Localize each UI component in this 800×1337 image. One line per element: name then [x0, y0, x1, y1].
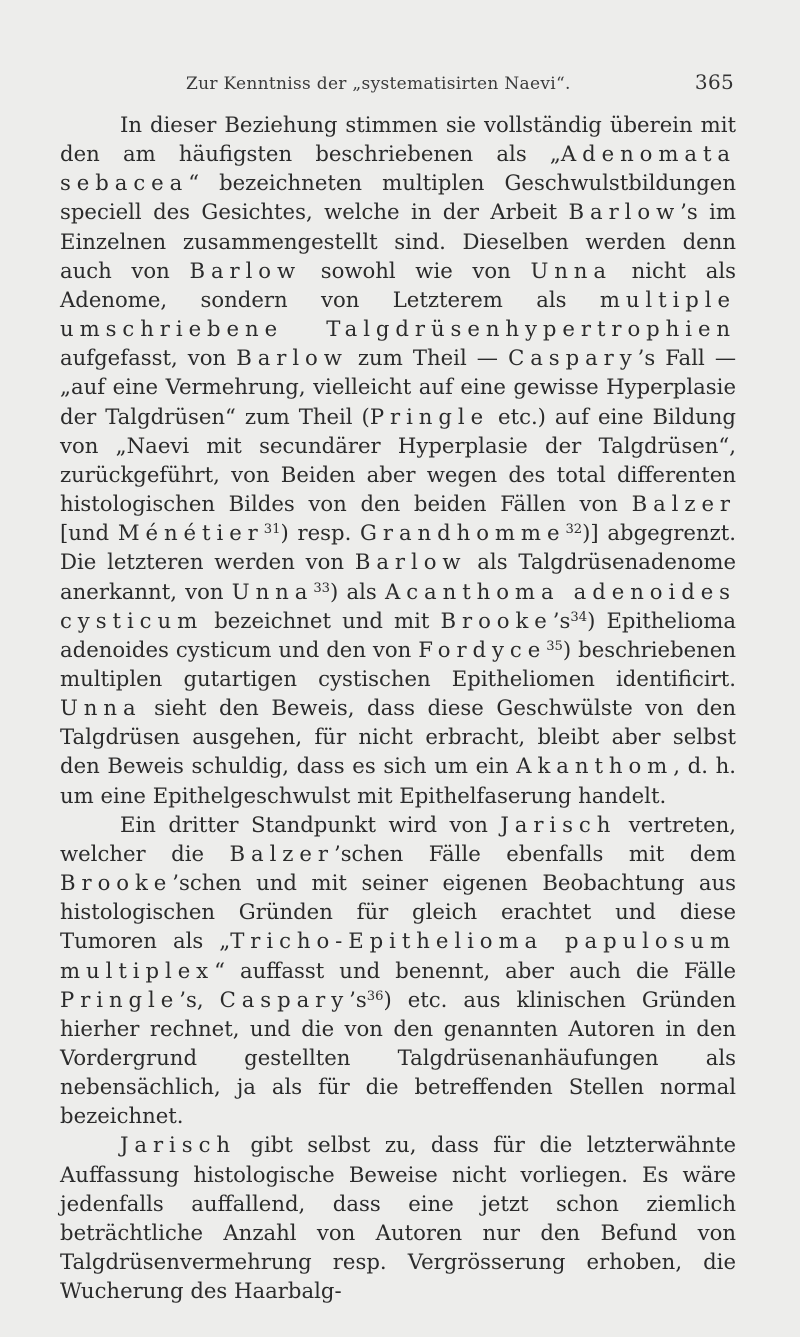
spaced-term: Pringle: [369, 403, 490, 429]
text-run: “ bezeichneten multiplen Geschwulstbildungen speciell des Gesichtes, welche in der Arbeit: [60, 170, 736, 225]
spaced-term: Pringle: [60, 986, 180, 1012]
footnote-ref: 33: [313, 580, 331, 596]
text-run: aufgefasst, von: [60, 345, 237, 371]
running-head: [186, 70, 734, 110]
body-text: [60, 110, 736, 1305]
spaced-term: Balzer: [229, 840, 334, 866]
text-run: In dieser Beziehung stimmen sie vollständig überein mit den am häufigsten beschriebenen als „: [60, 112, 736, 167]
spaced-term: Brooke: [440, 607, 553, 633]
paragraph: [60, 810, 736, 1131]
text-run: ’s im Einzelnen zusammengestellt sind. Dieselben werden denn auch von: [60, 199, 736, 283]
running-head-title: Zur Kenntniss der „systematisirten Naevi“.: [186, 74, 571, 94]
footnote-ref: 36: [366, 988, 384, 1004]
text-run: ) beschriebenen multiplen gutartigen cystischen Epitheliomen identificirt.: [60, 636, 736, 691]
spaced-term: Unna: [530, 257, 612, 283]
text-run: ’schen Fälle ebenfalls mit dem: [333, 840, 736, 866]
spaced-term: Jarisch: [120, 1132, 236, 1158]
spaced-term: Adenomata sebacea: [60, 141, 736, 196]
text-run: vertreten, welcher die: [60, 811, 736, 866]
text-run: ’s: [552, 607, 571, 633]
spaced-term: Akanthom: [516, 753, 674, 779]
text-run: gibt selbst zu, dass für die letzterwähnte Auffassung histologische Beweise nicht vorliegen. Es wäre jedenfalls auffallend, dass eine jetzt schon ziemlich beträchtliche Anzahl von Autoren nur den Befund von Talgdrüsenvermehrung resp. Vergrösserung erhoben, die Wucherung des Haarbalg-: [60, 1132, 736, 1304]
footnote-ref: 35: [546, 638, 563, 654]
spaced-term: Unna: [60, 695, 142, 721]
text-run: )] abgegrenzt. Die letzteren werden von: [60, 520, 736, 575]
spaced-term: Fordyce: [418, 636, 547, 662]
footnote-ref: 31: [263, 521, 281, 537]
text-run: als Talgdrüsenadenome anerkannt, von: [60, 549, 736, 604]
spaced-term: Caspary: [219, 986, 350, 1012]
text-run: Ein dritter Standpunkt wird von: [120, 811, 501, 837]
spaced-term: multiple umschriebene Talgdrüsenhypertrophien: [60, 286, 736, 342]
text-run: ’schen und mit seiner eigenen Beobachtung aus histologischen Gründen für gleich erachtet und diese Tumoren als „: [60, 870, 736, 954]
text-run: sowohl wie von: [301, 257, 531, 283]
spaced-term: Jarisch: [500, 811, 617, 837]
text-run: [und: [60, 520, 118, 546]
spaced-term: Brooke: [60, 870, 173, 896]
page-number: 365: [694, 70, 734, 94]
spaced-term: Unna: [231, 578, 314, 604]
text-run: ) Epithelioma adenoides cysticum und den von: [60, 607, 736, 662]
text-run: bezeichnet und mit: [203, 607, 441, 633]
footnote-ref: 34: [570, 609, 588, 625]
text-run: ’s Fall — „auf eine Vermehrung, vielleicht auf eine gewisse Hyperplasie der Talgdrüsen“ zum Theil (: [60, 345, 737, 429]
footnote-ref: 32: [565, 521, 583, 537]
paragraph: [60, 1130, 736, 1305]
text-run: ) als: [330, 578, 386, 604]
text-run: nicht als Adenome, sondern von Letzterem als: [60, 257, 736, 312]
spaced-term: Barlow: [236, 345, 348, 371]
spaced-term: Balzer: [631, 491, 736, 517]
text-run: ’s: [349, 986, 367, 1012]
spaced-term: Tricho-Epithelioma papulosum multiplex: [60, 928, 736, 983]
text-run: ) resp.: [280, 520, 361, 546]
text-run: sieht den Beweis, dass diese Geschwülste von den Talgdrüsen ausgehen, für nicht erbracht, bleibt aber selbst den Beweis schuldig, dass es sich um ein: [60, 695, 736, 779]
spaced-term: Barlow: [568, 199, 681, 225]
spaced-term: Barlow: [189, 257, 302, 283]
spaced-term: Ménétier: [117, 520, 264, 546]
text-run: “ auffasst und benennt, aber auch die Fälle: [214, 957, 736, 983]
text-run: zum Theil —: [347, 345, 509, 371]
text-run: etc.) auf eine Bildung von „Naevi mit secundärer Hyperplasie der Talgdrüsen“, zurückgeführt, von Beiden aber wegen des total differenten histologischen Bildes von den beiden Fällen von: [60, 403, 736, 517]
text-run: ) etc. aus klinischen Gründen hierher rechnet, und die von den genannten Autoren in den Vordergrund gestellten Talgdrüsenanhäufungen als nebensächlich, ja als für die betreffenden Stellen normal bezeichnet.: [60, 986, 736, 1129]
spaced-term: Caspary: [508, 345, 638, 371]
spaced-term: Grandhomme: [360, 520, 566, 546]
text-run: ’s,: [179, 986, 220, 1012]
spaced-term: Barlow: [354, 549, 467, 575]
paragraph: [60, 110, 736, 810]
text-run: , d. h. um eine Epithelgeschwulst mit Epithelfaserung handelt.: [60, 753, 736, 808]
spaced-term: Acanthoma adenoides cysticum: [60, 578, 736, 633]
